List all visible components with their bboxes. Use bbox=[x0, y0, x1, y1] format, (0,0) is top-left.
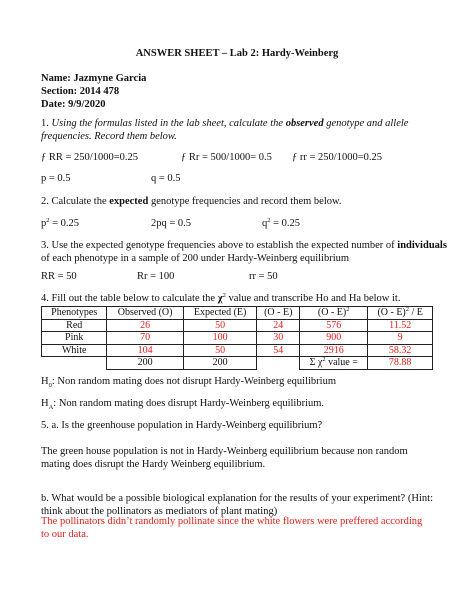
freq-RR: ƒ RR = 250/1000=0.25 bbox=[41, 152, 139, 163]
expected-count-Rr: Rr = 100 bbox=[137, 271, 175, 282]
section-label: Section: 2014 478 bbox=[41, 86, 120, 97]
sum-chi-label: Σ $\chi^2$ value = bbox=[300, 357, 368, 370]
question-1-text-a: Using the formulas listed in the lab sheet, calculate the bbox=[51, 118, 284, 129]
expected-2pq: 2pq = 0.5 bbox=[151, 218, 192, 229]
question-1-text-d: frequencies. Record them below. bbox=[41, 131, 177, 142]
date-label: Date: 9/9/2020 bbox=[41, 99, 106, 110]
freq-Rr: ƒ Rr = 500/1000= 0.5 bbox=[181, 152, 272, 163]
header-chi-term: (O - E)$^2$ / E bbox=[368, 307, 433, 320]
chi-symbol: χ bbox=[217, 293, 223, 304]
header-observed: Observed (O) bbox=[107, 307, 183, 320]
question-3-line-1: 3. Use the expected genotype frequencies above to establish the expected number of individuals bbox=[41, 240, 447, 251]
expected-p2: $p^2 = 0.25$ bbox=[41, 217, 80, 229]
allele-q: q = 0.5 bbox=[151, 173, 181, 184]
chi-square-table bbox=[41, 306, 433, 370]
sum-chi-value: 78.88 bbox=[368, 357, 433, 370]
question-4: 4. Fill out the table below to calculate the $\chi^2$ value and transcribe Ho and Ha below it. bbox=[41, 292, 401, 304]
question-5b: b. What would be a possible biological explanation for the results of your experiment? (Hint: think about the pollinators as mediators of plant mating) bbox=[41, 493, 433, 517]
question-1 bbox=[41, 117, 433, 143]
table-total-row bbox=[42, 357, 433, 370]
allele-p: p = 0.5 bbox=[41, 173, 71, 184]
question-3-text-individuals: individuals bbox=[397, 240, 447, 251]
answer-5b: The pollinators didn’t randomly pollinate since the white flowers were preffered according to our data. bbox=[41, 516, 423, 540]
student-name: Name: Jazmyne Garcia bbox=[41, 73, 147, 84]
expected-q2: $q^2 = 0.25$ bbox=[262, 217, 301, 229]
table-row: White 104 50 54 2916 58.32 bbox=[42, 344, 433, 357]
question-1-text-observed: observed bbox=[285, 118, 324, 129]
freq-rr: ƒ rr = 250/1000=0.25 bbox=[292, 152, 383, 163]
page-title: ANSWER SHEET – Lab 2: Hardy-Weinberg bbox=[135, 48, 339, 59]
question-2-text-c: genotype frequencies and record them below. bbox=[150, 196, 342, 207]
question-3-line-2: of each phenotype in a sample of 200 under Hardy-Weinberg equilibrium bbox=[41, 253, 350, 264]
question-5a: 5. a. Is the greenhouse population in Hardy-Weinberg equilibrium? bbox=[41, 420, 323, 431]
null-hypothesis: $H_0$: Non random mating does not disrupt Hardy-Weinberg equilibrium bbox=[41, 376, 337, 390]
expected-count-RR: RR = 50 bbox=[41, 271, 77, 282]
total-expected: 200 bbox=[183, 357, 257, 370]
question-2 bbox=[41, 195, 342, 208]
table-row: Pink 70 100 30 900 9 bbox=[42, 332, 433, 345]
table-header-row bbox=[42, 307, 433, 320]
header-o-minus-e: (O - E) bbox=[257, 307, 300, 320]
question-1-text-c: genotype and allele bbox=[326, 118, 409, 129]
question-1-number: 1. bbox=[41, 118, 49, 129]
header-phenotypes: Phenotypes bbox=[42, 307, 107, 320]
header-o-minus-e-squared: (O - E)$^2$ bbox=[300, 307, 368, 320]
answer-5a: The green house population is not in Hardy-Weinberg equilibrium because non random mating does disrupt the Hardy Weinberg equilibrium. bbox=[41, 446, 408, 470]
expected-count-rr: rr = 50 bbox=[249, 271, 278, 282]
table-row: Red 26 50 24 576 11.52 bbox=[42, 319, 433, 332]
question-2-text-a: 2. Calculate the bbox=[41, 196, 107, 207]
question-2-text-expected: expected bbox=[109, 196, 149, 207]
alt-hypothesis: $H_A$: Non random mating does disrupt Hardy-Weinberg equilibrium. bbox=[41, 398, 325, 412]
header-expected: Expected (E) bbox=[183, 307, 257, 320]
total-observed: 200 bbox=[107, 357, 183, 370]
